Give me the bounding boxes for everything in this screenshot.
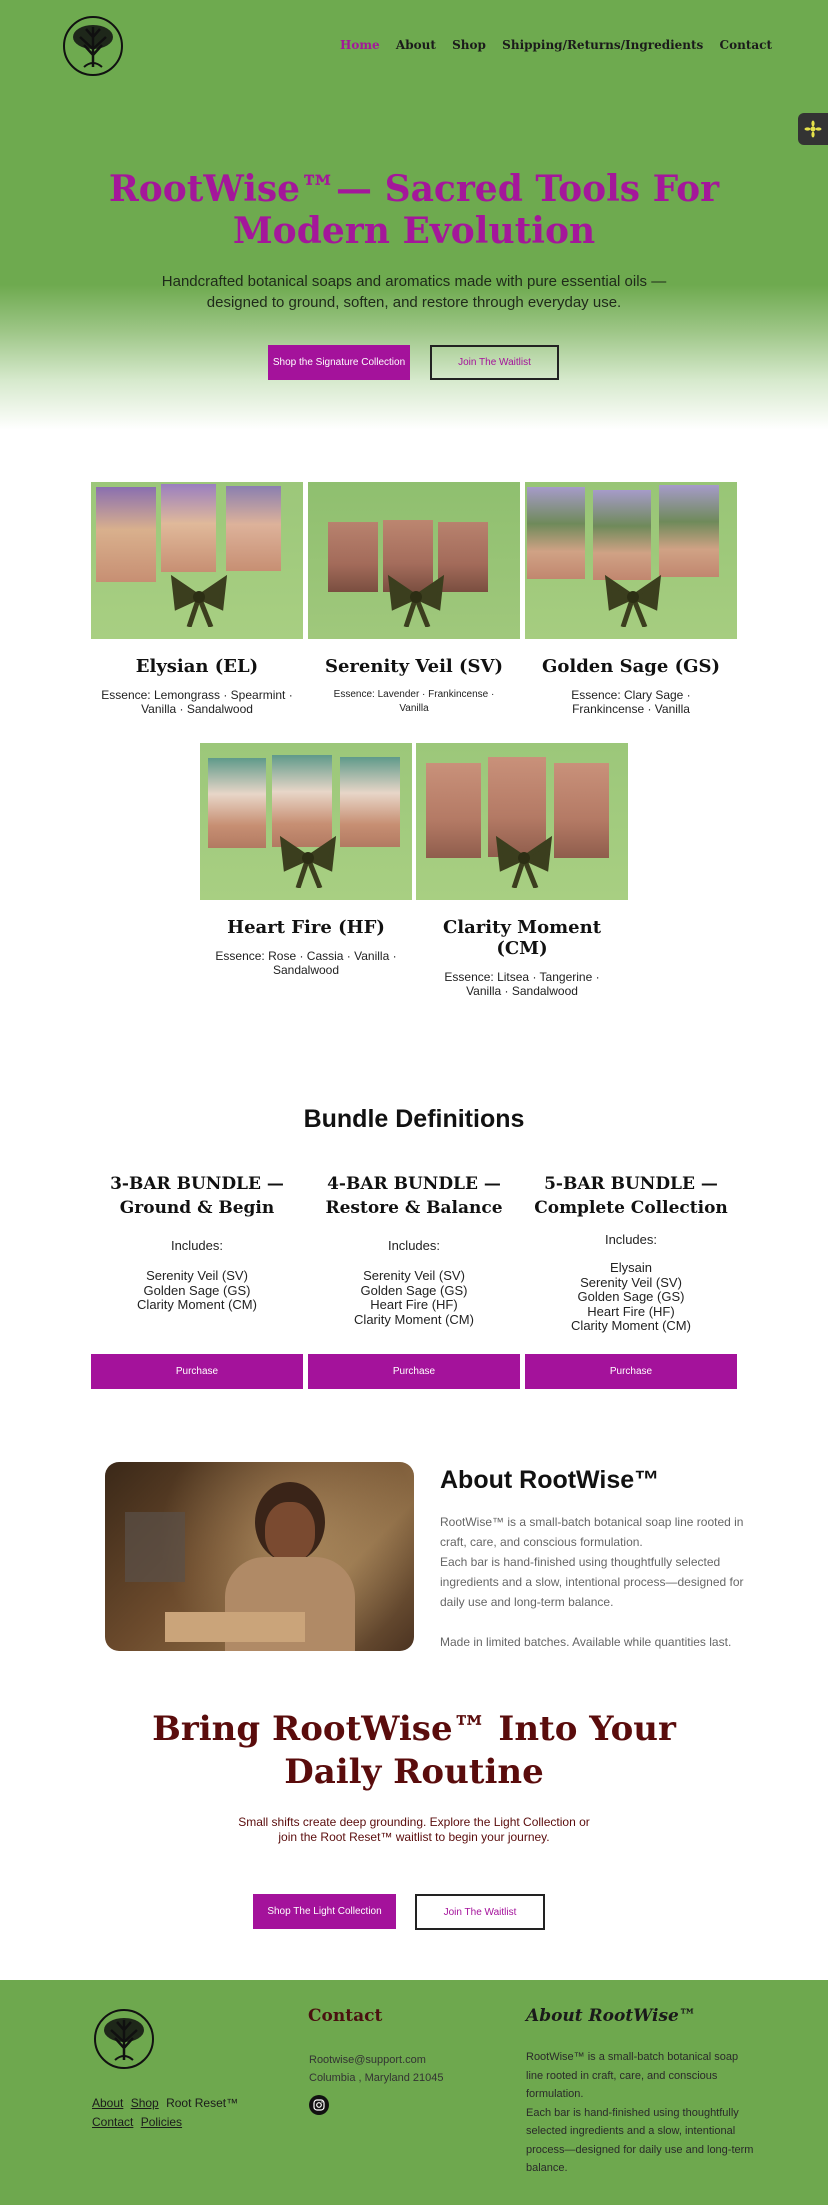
bundle-name: 5-BAR BUNDLE — Complete Collection [534, 1174, 728, 1218]
shop-light-collection-button[interactable]: Shop The Light Collection [253, 1894, 396, 1929]
footer-link-shop[interactable]: Shop [130, 2096, 159, 2110]
main-nav [340, 38, 772, 52]
product-essence: Essence: Litsea · Tangerine · Vanilla · Sandalwood [444, 970, 600, 998]
bundle-includes-label: Includes: [604, 1232, 658, 1247]
instagram-icon[interactable] [309, 2095, 329, 2115]
product-essence: Essence: Clary Sage · Frankincense · Vanilla [571, 688, 691, 716]
hero-section [0, 0, 828, 430]
bundle-item: Golden Sage (GS) [577, 1289, 685, 1304]
bundle-item: Golden Sage (GS) [143, 1282, 251, 1298]
footer-about-paragraph: Each bar is hand-finished using thoughtfully selected ingredients and a slow, intentional process—designed for daily use and long-term balance. [526, 2106, 754, 2174]
ribbon-bow-icon [278, 833, 338, 888]
purchase-button[interactable]: Purchase [308, 1354, 520, 1389]
bundle-card [91, 1172, 303, 1313]
ribbon-bow-icon [494, 833, 554, 888]
bundle-contents [91, 1269, 303, 1313]
bundle-includes-label: Includes: [170, 1238, 224, 1253]
footer-about-title: About RootWise™ [526, 2006, 696, 2026]
bundle-section-title: Bundle Definitions [303, 1105, 525, 1133]
bundle-contents [308, 1269, 520, 1327]
product-essence: Essence: Lemongrass · Spearmint · Vanilla · Sandalwood [101, 688, 293, 716]
ribbon-bow-icon [603, 572, 663, 627]
product-card[interactable] [308, 482, 520, 716]
bundle-item: Elysain [610, 1260, 652, 1275]
bundle-name: 3-BAR BUNDLE — Ground & Begin [110, 1174, 284, 1218]
product-essence: Essence: Lavender · Frankincense · Vanilla [333, 689, 495, 714]
shop-signature-button[interactable]: Shop the Signature Collection [268, 345, 410, 380]
about-paragraph: RootWise™ is a small-batch botanical soap line rooted in craft, care, and conscious formulation. [440, 1515, 744, 1549]
product-image [525, 482, 737, 639]
tree-of-life-logo[interactable] [93, 2008, 155, 2070]
product-image [416, 743, 628, 900]
bundle-item: Heart Fire (HF) [587, 1303, 675, 1319]
product-image [91, 482, 303, 639]
tree-of-life-logo[interactable] [62, 15, 124, 77]
flower-icon [804, 120, 822, 138]
bundle-card [308, 1172, 520, 1327]
product-essence: Essence: Rose · Cassia · Vanilla · Sandalwood [215, 949, 397, 977]
purchase-button[interactable]: Purchase [91, 1354, 303, 1389]
product-name: Heart Fire (HF) [227, 917, 385, 938]
product-image [308, 482, 520, 639]
about-paragraph: Made in limited batches. Available while quantities last. [440, 1635, 732, 1649]
footer-links [92, 2094, 242, 2132]
bundle-item: Heart Fire (HF) [370, 1297, 458, 1312]
ribbon-bow-icon [386, 572, 446, 627]
footer-about-paragraph: RootWise™ is a small-batch botanical soap line rooted in craft, care, and conscious formulation. [526, 2051, 739, 2100]
nav-home[interactable]: Home [340, 38, 380, 52]
footer-about-text [526, 2048, 756, 2178]
footer-email[interactable]: Rootwise@support.com [309, 2054, 426, 2066]
product-name: Elysian (EL) [135, 656, 259, 677]
nav-shipping[interactable]: Shipping/Returns/Ingredients [502, 38, 704, 52]
product-card[interactable] [525, 482, 737, 716]
about-text [440, 1512, 750, 1652]
purchase-button[interactable]: Purchase [525, 1354, 737, 1389]
bundle-item: Clarity Moment (CM) [571, 1318, 691, 1333]
about-paragraph: Each bar is hand-finished using thoughtfully selected ingredients and a slow, intentional process—designed for daily use and long-term balance. [440, 1555, 744, 1609]
hero-subtitle: Handcrafted botanical soaps and aromatics made with pure essential oils — designed to ground, soften, and restore through everyday use. [161, 273, 667, 311]
bundle-includes-label: Includes: [387, 1238, 441, 1253]
product-name: Serenity Veil (SV) [324, 656, 504, 677]
about-photo [105, 1462, 414, 1651]
hero-title: RootWise™— Sacred Tools For Modern Evolution [108, 168, 720, 252]
product-card[interactable] [416, 743, 628, 998]
join-waitlist-button[interactable]: Join The Waitlist [430, 345, 559, 380]
footer [0, 1980, 828, 2205]
bundle-contents [525, 1261, 737, 1334]
nav-contact[interactable]: Contact [719, 38, 772, 52]
product-name: Golden Sage (GS) [542, 656, 720, 677]
bundle-item: Clarity Moment (CM) [137, 1297, 257, 1312]
footer-link-root-reset[interactable]: Root Reset™ [166, 2096, 239, 2110]
footer-contact-info [309, 2051, 444, 2087]
accessibility-widget[interactable] [798, 113, 828, 145]
bundle-item: Serenity Veil (SV) [580, 1274, 682, 1290]
product-name: Clarity Moment (CM) [442, 917, 602, 959]
bundle-card [525, 1172, 737, 1334]
footer-link-about[interactable]: About [92, 2096, 124, 2110]
bundle-item: Serenity Veil (SV) [363, 1268, 465, 1283]
product-card[interactable] [200, 743, 412, 977]
bundle-name: 4-BAR BUNDLE — Restore & Balance [325, 1174, 503, 1218]
nav-about[interactable]: About [395, 38, 436, 52]
product-image [200, 743, 412, 900]
footer-link-policies[interactable]: Policies [140, 2115, 183, 2129]
bundle-item: Serenity Veil (SV) [146, 1268, 248, 1283]
cta-subtitle: Small shifts create deep grounding. Explore the Light Collection or join the Root Reset™ waitlist to begin your journey. [238, 1815, 590, 1844]
cta-join-waitlist-button[interactable]: Join The Waitlist [415, 1894, 545, 1930]
ribbon-bow-icon [169, 572, 229, 627]
about-title: About RootWise™ [440, 1466, 660, 1494]
footer-link-contact[interactable]: Contact [92, 2115, 134, 2129]
nav-shop[interactable]: Shop [452, 38, 486, 52]
bundle-item: Clarity Moment (CM) [354, 1311, 474, 1327]
cta-title: Bring RootWise™ Into Your Daily Routine [152, 1709, 676, 1792]
footer-contact-title: Contact [308, 2006, 383, 2026]
product-card[interactable] [91, 482, 303, 716]
bundle-item: Golden Sage (GS) [360, 1282, 468, 1298]
footer-location: Columbia , Maryland 21045 [309, 2072, 444, 2084]
